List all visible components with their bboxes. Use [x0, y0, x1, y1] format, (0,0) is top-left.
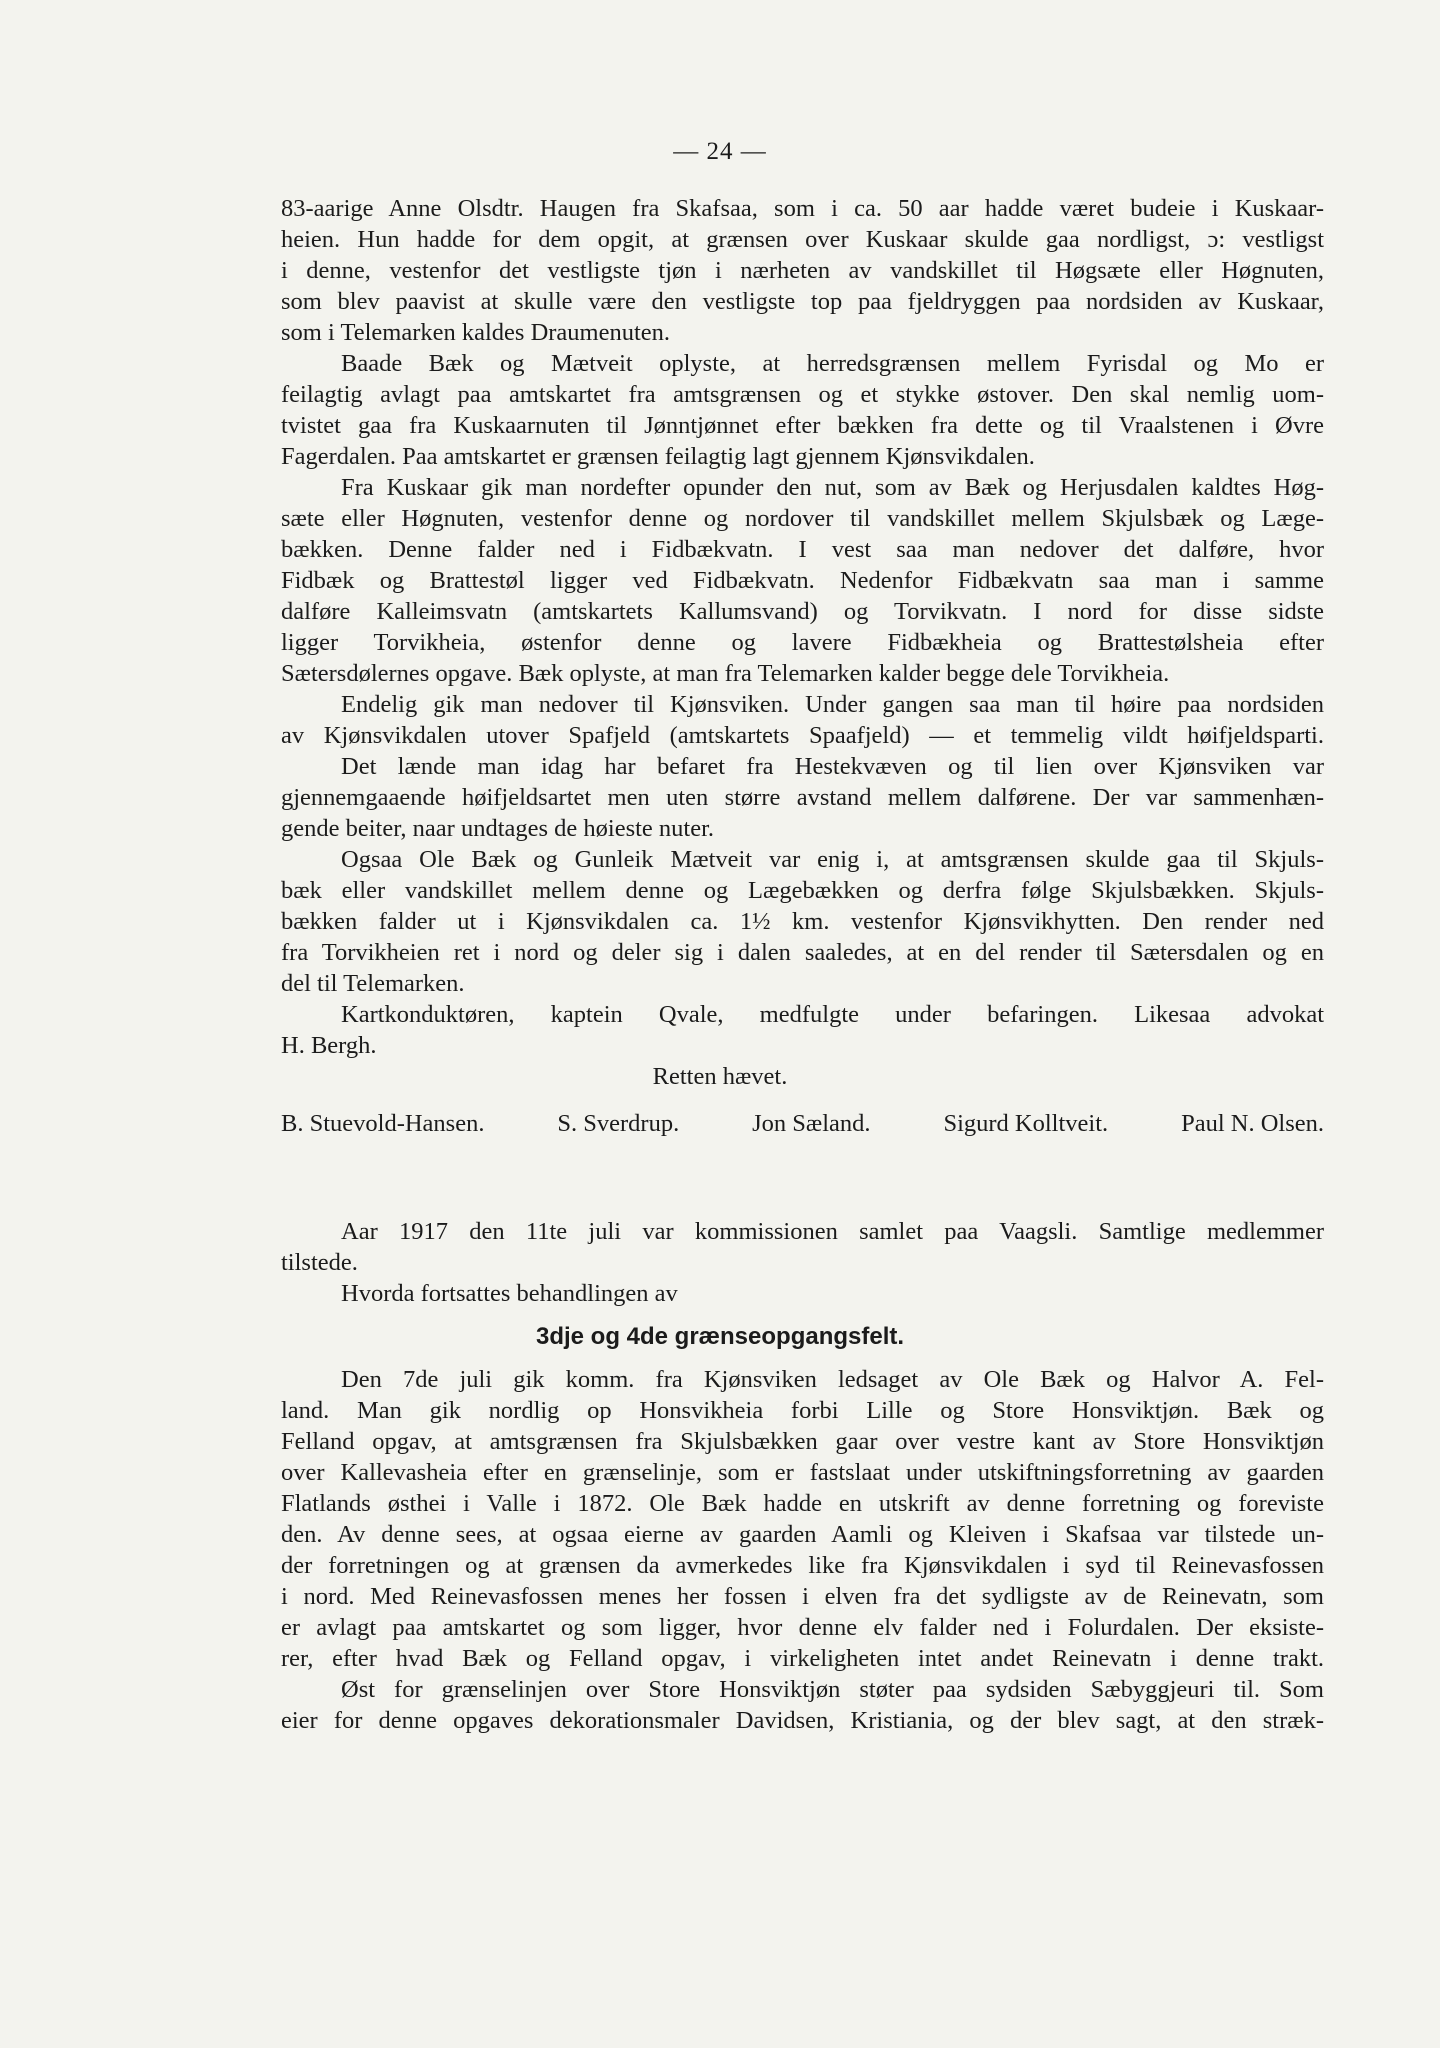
session-line: tilstede. — [281, 1249, 358, 1276]
section-line: rer, efter hvad Bæk og Felland opgav, i virkeligheten intet andet Reinevatn i denne trakt. — [281, 1645, 1324, 1672]
body-line: dalføre Kalleimsvatn (amtskartets Kallumsvand) og Torvikvatn. I nord for disse sidste — [281, 598, 1324, 625]
body-line: sæte eller Høgnuten, vestenfor denne og nordover til vandskillet mellem Skjulsbæk og Læge- — [281, 505, 1324, 532]
signature: Paul N. Olsen. — [1181, 1110, 1324, 1137]
signature-row — [281, 1108, 1324, 1139]
section-line: over Kallevasheia efter en grænselinje, som er fastslaat under utskiftningsforretning av gaarden — [281, 1459, 1324, 1486]
body-line: Det lænde man idag har befaret fra Hestekvæven og til lien over Kjønsviken var — [341, 753, 1324, 780]
body-line: gjennemgaaende høifjeldsartet men uten større avstand mellem dalførene. Der var sammenhæn- — [281, 784, 1324, 811]
body-line: i denne, vestenfor det vestligste tjøn i nærheten av vandskillet til Høgsæte eller Høgnuten, — [281, 257, 1324, 284]
section-line: land. Man gik nordlig op Honsvikheia forbi Lille og Store Honsviktjøn. Bæk og — [281, 1397, 1324, 1424]
body-line: som i Telemarken kaldes Draumenuten. — [281, 319, 671, 346]
signature: Jon Sæland. — [752, 1110, 871, 1137]
body-line: Fagerdalen. Paa amtskartet er grænsen feilagtig lagt gjennem Kjønsvikdalen. — [281, 443, 1035, 470]
signature: Sigurd Kolltveit. — [943, 1110, 1109, 1137]
section-line: Flatlands østhei i Valle i 1872. Ole Bæk hadde en utskrift av denne forretning og foreviste — [281, 1490, 1324, 1517]
section-line: Øst for grænselinjen over Store Honsviktjøn støter paa sydsiden Sæbyggjeuri til. Som — [341, 1676, 1324, 1703]
body-line: bækken. Denne falder ned i Fidbækvatn. I vest saa man nedover det dalføre, hvor — [281, 536, 1324, 563]
section-heading: 3dje og 4de grænseopgangsfelt. — [535, 1323, 905, 1350]
section-line: den. Av denne sees, at ogsaa eierne av gaarden Aamli og Kleiven i Skafsaa var tilstede un- — [281, 1521, 1324, 1548]
body-line: feilagtig avlagt paa amtskartet fra amtsgrænsen og et stykke østover. Den skal nemlig uom- — [281, 381, 1324, 408]
body-line: fra Torvikheien ret i nord og deler sig i dalen saaledes, at en del render til Sætersdalen og en — [281, 939, 1324, 966]
signature: B. Stuevold-Hansen. — [281, 1110, 485, 1137]
body-line: som blev paavist at skulle være den vestligste top paa fjeldryggen paa nordsiden av Kuskaar, — [281, 288, 1324, 315]
section-line: er avlagt paa amtskartet og som ligger, hvor denne elv falder ned i Folurdalen. Der eksiste- — [281, 1614, 1324, 1641]
section-line: eier for denne opgaves dekorationsmaler Davidsen, Kristiania, og der blev sagt, at den stræk- — [281, 1707, 1324, 1734]
body-line: Baade Bæk og Mætveit oplyste, at herredsgrænsen mellem Fyrisdal og Mo er — [341, 350, 1324, 377]
body-line: ligger Torvikheia, østenfor denne og lavere Fidbækheia og Brattestølsheia efter — [281, 629, 1324, 656]
signature: S. Sverdrup. — [557, 1110, 680, 1137]
body-line: del til Telemarken. — [281, 970, 465, 997]
body-line: Ogsaa Ole Bæk og Gunleik Mætveit var enig i, at amtsgrænsen skulde gaa til Skjuls- — [341, 846, 1324, 873]
session-line: Aar 1917 den 11te juli var kommissionen samlet paa Vaagsli. Samtlige medlemmer — [341, 1218, 1324, 1245]
body-line: Sætersdølernes opgave. Bæk oplyste, at man fra Telemarken kalder begge dele Torvikheia. — [281, 660, 1170, 687]
body-line: tvistet gaa fra Kuskaarnuten til Jønntjønnet efter bækken fra dette og til Vraalstenen i Øvre — [281, 412, 1324, 439]
body-line: H. Bergh. — [281, 1032, 377, 1059]
page-number: — 24 — — [673, 138, 767, 165]
body-line: Endelig gik man nedover til Kjønsviken. Under gangen saa man til høire paa nordsiden — [341, 691, 1324, 718]
section-line: der forretningen og at grænsen da avmerkedes like fra Kjønsvikdalen i syd til Reinevasfossen — [281, 1552, 1324, 1579]
session-line: Hvorda fortsattes behandlingen av — [341, 1280, 678, 1307]
section-line: i nord. Med Reinevasfossen menes her fossen i elven fra det sydligste av de Reinevatn, som — [281, 1583, 1324, 1610]
body-line: Fra Kuskaar gik man nordefter opunder den nut, som av Bæk og Herjusdalen kaldtes Høg- — [341, 474, 1324, 501]
section-line: Den 7de juli gik komm. fra Kjønsviken ledsaget av Ole Bæk og Halvor A. Fel- — [341, 1366, 1324, 1393]
body-line: bæk eller vandskillet mellem denne og Lægebækken og derfra følge Skjulsbækken. Skjuls- — [281, 877, 1324, 904]
adjourned-note: Retten hævet. — [652, 1063, 788, 1090]
body-line: av Kjønsvikdalen utover Spafjeld (amtskartets Spaafjeld) — et temmelig vildt høifjeldsparti. — [281, 722, 1324, 749]
section-line: Felland opgav, at amtsgrænsen fra Skjulsbækken gaar over vestre kant av Store Honsviktjøn — [281, 1428, 1324, 1455]
body-line: bækken falder ut i Kjønsvikdalen ca. 1½ km. vestenfor Kjønsvikhytten. Den render ned — [281, 908, 1324, 935]
body-line: Fidbæk og Brattestøl ligger ved Fidbækvatn. Nedenfor Fidbækvatn saa man i samme — [281, 567, 1324, 594]
body-line: gende beiter, naar undtages de høieste nuter. — [281, 815, 715, 842]
body-line: heien. Hun hadde for dem opgit, at grænsen over Kuskaar skulde gaa nordligst, ɔ: vestligst — [281, 226, 1324, 253]
body-line: Kartkonduktøren, kaptein Qvale, medfulgte under befaringen. Likesaa advokat — [341, 1001, 1324, 1028]
body-line: 83-aarige Anne Olsdtr. Haugen fra Skafsaa, som i ca. 50 aar hadde været budeie i Kuskaar- — [281, 195, 1324, 222]
